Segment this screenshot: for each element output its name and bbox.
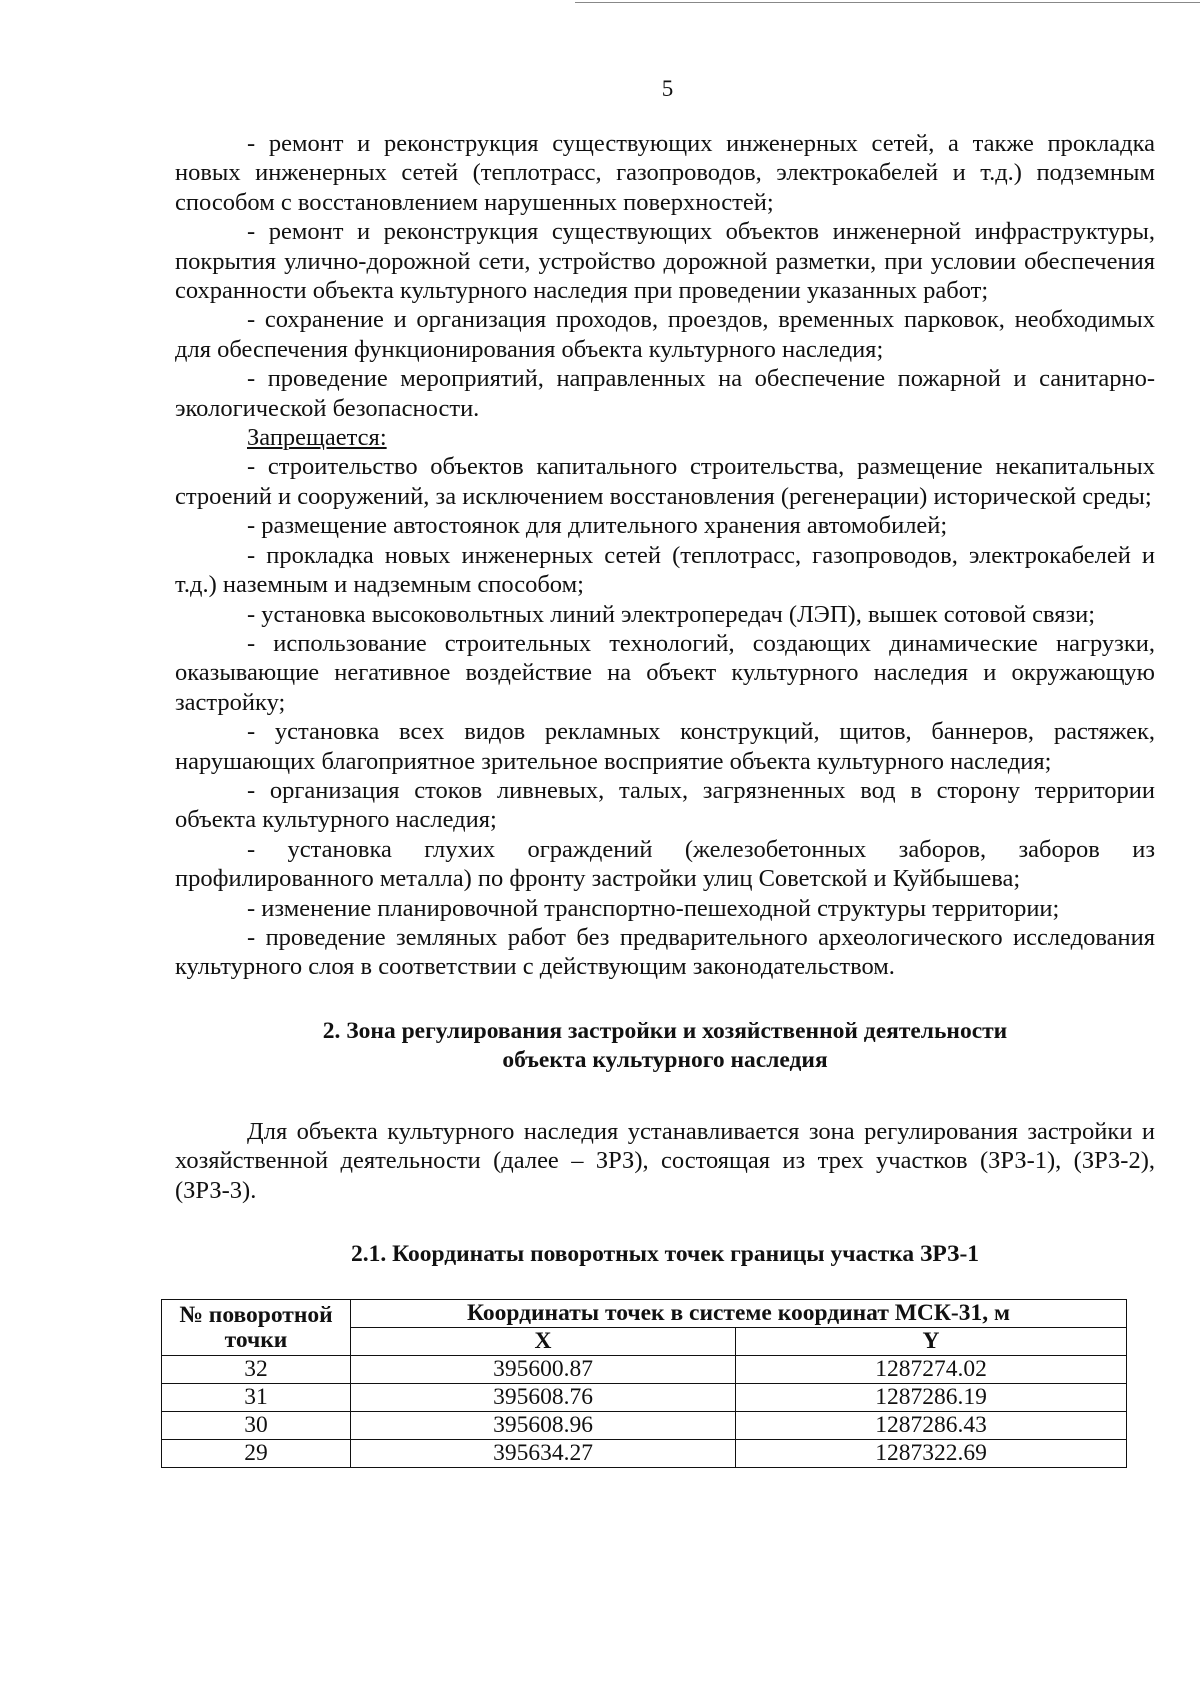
section-title — [175, 1017, 1155, 1075]
document-body — [175, 129, 1155, 1468]
table-row — [162, 1384, 1127, 1412]
paragraph-before-4: - проведение мероприятий, направленных на обеспечение пожарной и санитарно-экологической безопасности. — [175, 365, 1155, 422]
prohibited-item-2: - размещение автостоянок для длительного хранения автомобилей; — [247, 512, 948, 540]
section-title-line-2: объекта культурного наследия — [502, 1046, 828, 1073]
cell-x: 395600.87 — [351, 1356, 736, 1384]
cell-x: 395634.27 — [351, 1440, 736, 1468]
cell-y: 1287274.02 — [736, 1356, 1127, 1384]
top-rule — [575, 2, 1200, 3]
prohibited-item-9: - изменение планировочной транспортно-пешеходной структуры территории; — [247, 894, 1060, 922]
coordinates-table — [161, 1299, 1127, 1468]
header-y: Y — [736, 1328, 1127, 1356]
cell-point: 29 — [162, 1440, 351, 1468]
prohibited-item-10: - проведение земляных работ без предварительного археологического исследования культурного слоя в соответствии с действующим законодательством. — [175, 923, 1155, 981]
cell-y: 1287286.19 — [736, 1384, 1127, 1412]
prohibited-item-5: - использование строительных технологий, создающих динамические нагрузки, оказывающие негативное воздействие на объект культурного наследия и окружающую застройку; — [175, 629, 1155, 716]
prohibited-item-6: - установка всех видов рекламных конструкций, щитов, баннеров, растяжек, нарушающих благоприятное зрительное восприятие объекта культурного наследия; — [175, 718, 1155, 775]
cell-point: 31 — [162, 1384, 351, 1412]
prohibited-item-1: - строительство объектов капитального строительства, размещение некапитальных строений и сооружений, за исключением восстановления (регенерации) исторической среды; — [175, 453, 1155, 510]
paragraph-before-1: - ремонт и реконструкция существующих инженерных сетей, а также прокладка новых инженерных сетей (теплотрасс, газопроводов, электрокабелей и т.д.) подземным способом с восстановлением нарушенных поверхностей; — [175, 130, 1155, 216]
prohibited-item-3: - прокладка новых инженерных сетей (теплотрасс, газопроводов, электрокабелей и т.д.) наземным и надземным способом; — [175, 541, 1155, 599]
page-number: 5 — [661, 76, 674, 101]
cell-y: 1287322.69 — [736, 1440, 1127, 1468]
cell-y: 1287286.43 — [736, 1412, 1127, 1440]
cell-point: 32 — [162, 1356, 351, 1384]
cell-x: 395608.76 — [351, 1384, 736, 1412]
prohibited-heading-line — [175, 423, 1155, 452]
prohibited-item-7: - организация стоков ливневых, талых, загрязненных вод в сторону территории объекта культурного наследия; — [175, 776, 1155, 834]
header-point-number: № поворотной точки — [162, 1300, 351, 1356]
header-coordinates: Координаты точек в системе координат МСК-31, м — [351, 1300, 1127, 1328]
prohibited-item-4: - установка высоковольтных линий электропередач (ЛЭП), вышек сотовой связи; — [247, 600, 1096, 628]
paragraph-before-2: - ремонт и реконструкция существующих объектов инженерной инфраструктуры, покрытия улично-дорожной сети, устройство дорожной разметки, при условии обеспечения сохранности объекта культурного наследия при проведении указанных работ; — [175, 218, 1155, 305]
table-row — [162, 1440, 1127, 1468]
table-header-row — [162, 1300, 1127, 1328]
table-row — [162, 1356, 1127, 1384]
section-title-line-1: 2. Зона регулирования застройки и хозяйственной деятельности — [322, 1017, 1008, 1044]
prohibited-heading: Запрещается: — [247, 424, 387, 452]
prohibited-item-8: - установка глухих ограждений (железобетонных заборов, заборов из профилированного металла) по фронту застройки улиц Советской и Куйбышева; — [175, 835, 1155, 893]
cell-point: 30 — [162, 1412, 351, 1440]
table-title: 2.1. Координаты поворотных точек границы участка ЗРЗ-1 — [350, 1241, 980, 1267]
header-x: X — [351, 1328, 736, 1356]
section-lead-paragraph: Для объекта культурного наследия устанавливается зона регулирования застройки и хозяйственной деятельности (далее – ЗРЗ), состоящая из трех участков (ЗРЗ-1), (ЗРЗ-2), (ЗРЗ-3). — [175, 1117, 1155, 1204]
paragraph-before-3: - сохранение и организация проходов, проездов, временных парковок, необходимых для обеспечения функционирования объекта культурного наследия; — [175, 306, 1155, 363]
cell-x: 395608.96 — [351, 1412, 736, 1440]
table-row — [162, 1412, 1127, 1440]
